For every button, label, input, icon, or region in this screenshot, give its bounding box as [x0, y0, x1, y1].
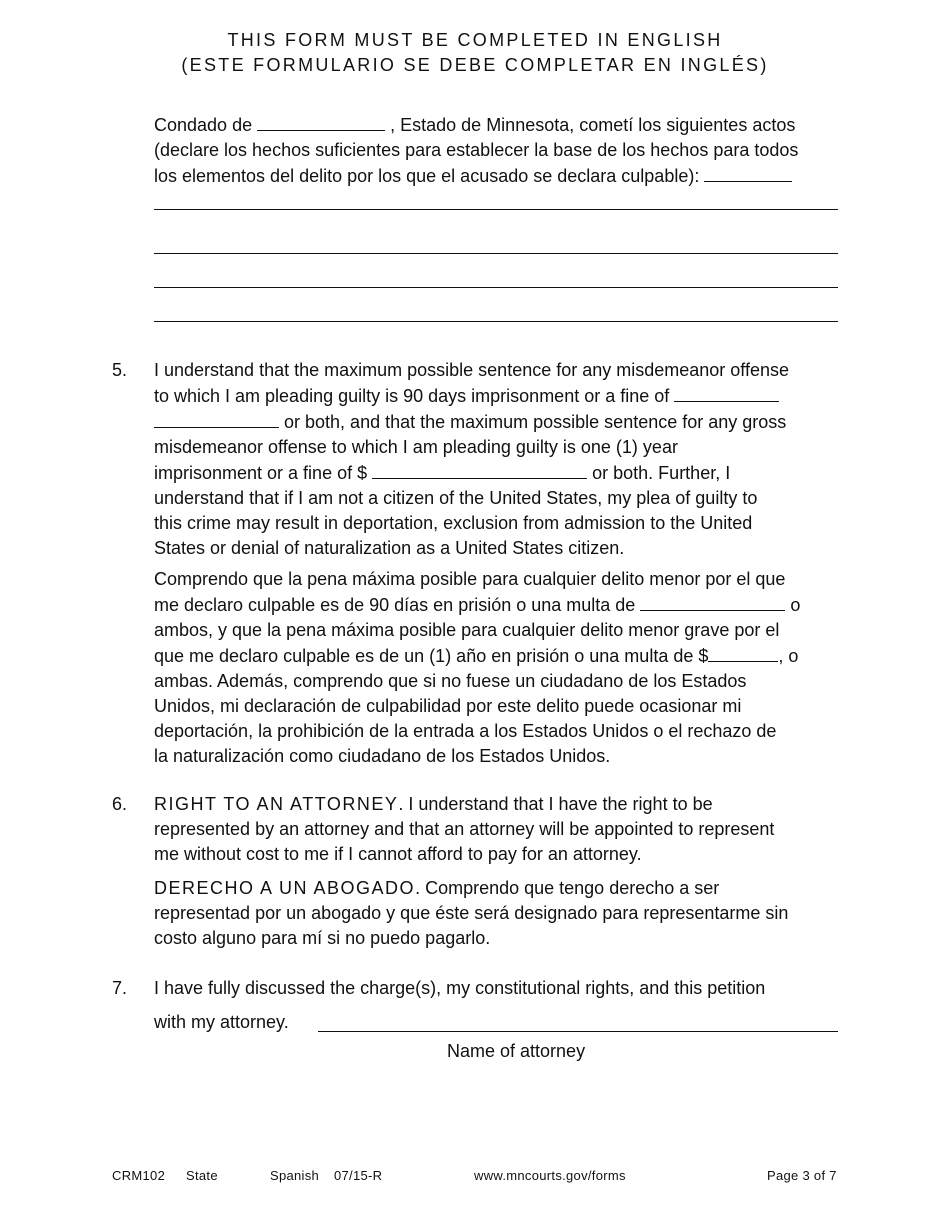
- header-english: THIS FORM MUST BE COMPLETED IN ENGLISH: [227, 30, 723, 50]
- gross-misdemeanor-fine-field[interactable]: [372, 460, 587, 479]
- county-field[interactable]: [257, 112, 385, 131]
- item5-spanish: Comprendo que la pena máxima posible para cualquier delito menor por el que me declaro culpable es de 90 días en prisión o una multa de o ambos, y que la pena máxima posible para cualquier delito menor grave por el que me declaro culpable es de un (1) año en prisión o una multa de $ , o ambas. Además, comprendo que si no fuese un ciudadano de los Estados Unidos, mi declaración de culpabilidad por este delito puede ocasionar mi deportación, la prohibición de la entrada a los Estados Unidos o el rechazo de la naturalización como ciudadano de los Estados Unidos.: [154, 569, 801, 766]
- facts-line-4[interactable]: [154, 321, 838, 322]
- facts-line-1[interactable]: [154, 209, 838, 210]
- misdemeanor-fine-field-a[interactable]: [674, 383, 779, 402]
- item6-title-spanish: DERECHO A UN ABOGADO: [154, 878, 416, 898]
- item5-english: I understand that the maximum possible sentence for any misdemeanor offense to which I am pleading guilty is 90 days imprisonment or a fine of or both, and that the maximum possible sentence for any gross misdemeanor offense to which I am pleading guilty is one (1) year imprisonment or a fine of $ or both. Further, I understand that if I am not a citizen of the United States, my plea of guilty to this crime may result in deportation, exclusion from admission to the United States or denial of naturalization as a United States citizen.: [154, 360, 790, 558]
- attorney-name-label: Name of attorney: [447, 1041, 586, 1061]
- multa-menor-field[interactable]: [640, 592, 785, 611]
- item4-continuation: Condado de , Estado de Minnesota, cometí los siguientes actos (declare los hechos suficientes para establecer la base de los hechos para todos los elementos del delito por los que el acusado se declara culpable):: [154, 112, 844, 189]
- item7-text: I have fully discussed the charge(s), my constitutional rights, and this petition: [154, 978, 766, 998]
- footer-state: State: [186, 1168, 218, 1183]
- item6-english: RIGHT TO AN ATTORNEY. I understand that I have the right to be represented by an attorney and that an attorney will be appointed to represent me without cost to me if I cannot afford to pay for an attorney.: [154, 794, 775, 864]
- facts-line-2[interactable]: [154, 253, 838, 254]
- footer-url[interactable]: www.mncourts.gov/forms: [474, 1168, 626, 1183]
- item6-spanish: DERECHO A UN ABOGADO. Comprendo que tengo derecho a ser representad por un abogado y que éste será designado para representarme sin costo alguno para mí si no puedo pagarlo.: [154, 878, 789, 948]
- footer-form-id: CRM102: [112, 1168, 166, 1183]
- header-spanish: (ESTE FORMULARIO SE DEBE COMPLETAR EN INGLÉS): [181, 55, 769, 75]
- form-header: [0, 28, 950, 78]
- facts-field-inline[interactable]: [704, 163, 792, 182]
- footer-page-number: Page 3 of 7: [767, 1168, 837, 1183]
- misdemeanor-fine-field-b[interactable]: [154, 409, 279, 428]
- item6-title-english: RIGHT TO AN ATTORNEY: [154, 794, 399, 814]
- footer-version: 07/15-R: [334, 1168, 383, 1183]
- facts-line-3[interactable]: [154, 287, 838, 288]
- item6-number: 6.: [112, 794, 128, 814]
- multa-grave-field[interactable]: [708, 643, 778, 662]
- footer-language: Spanish: [270, 1168, 320, 1183]
- item5-number: 5.: [112, 360, 128, 380]
- item7-text-line2: with my attorney.: [154, 1012, 289, 1032]
- item7-number: 7.: [112, 978, 128, 998]
- attorney-name-field[interactable]: [318, 1031, 838, 1032]
